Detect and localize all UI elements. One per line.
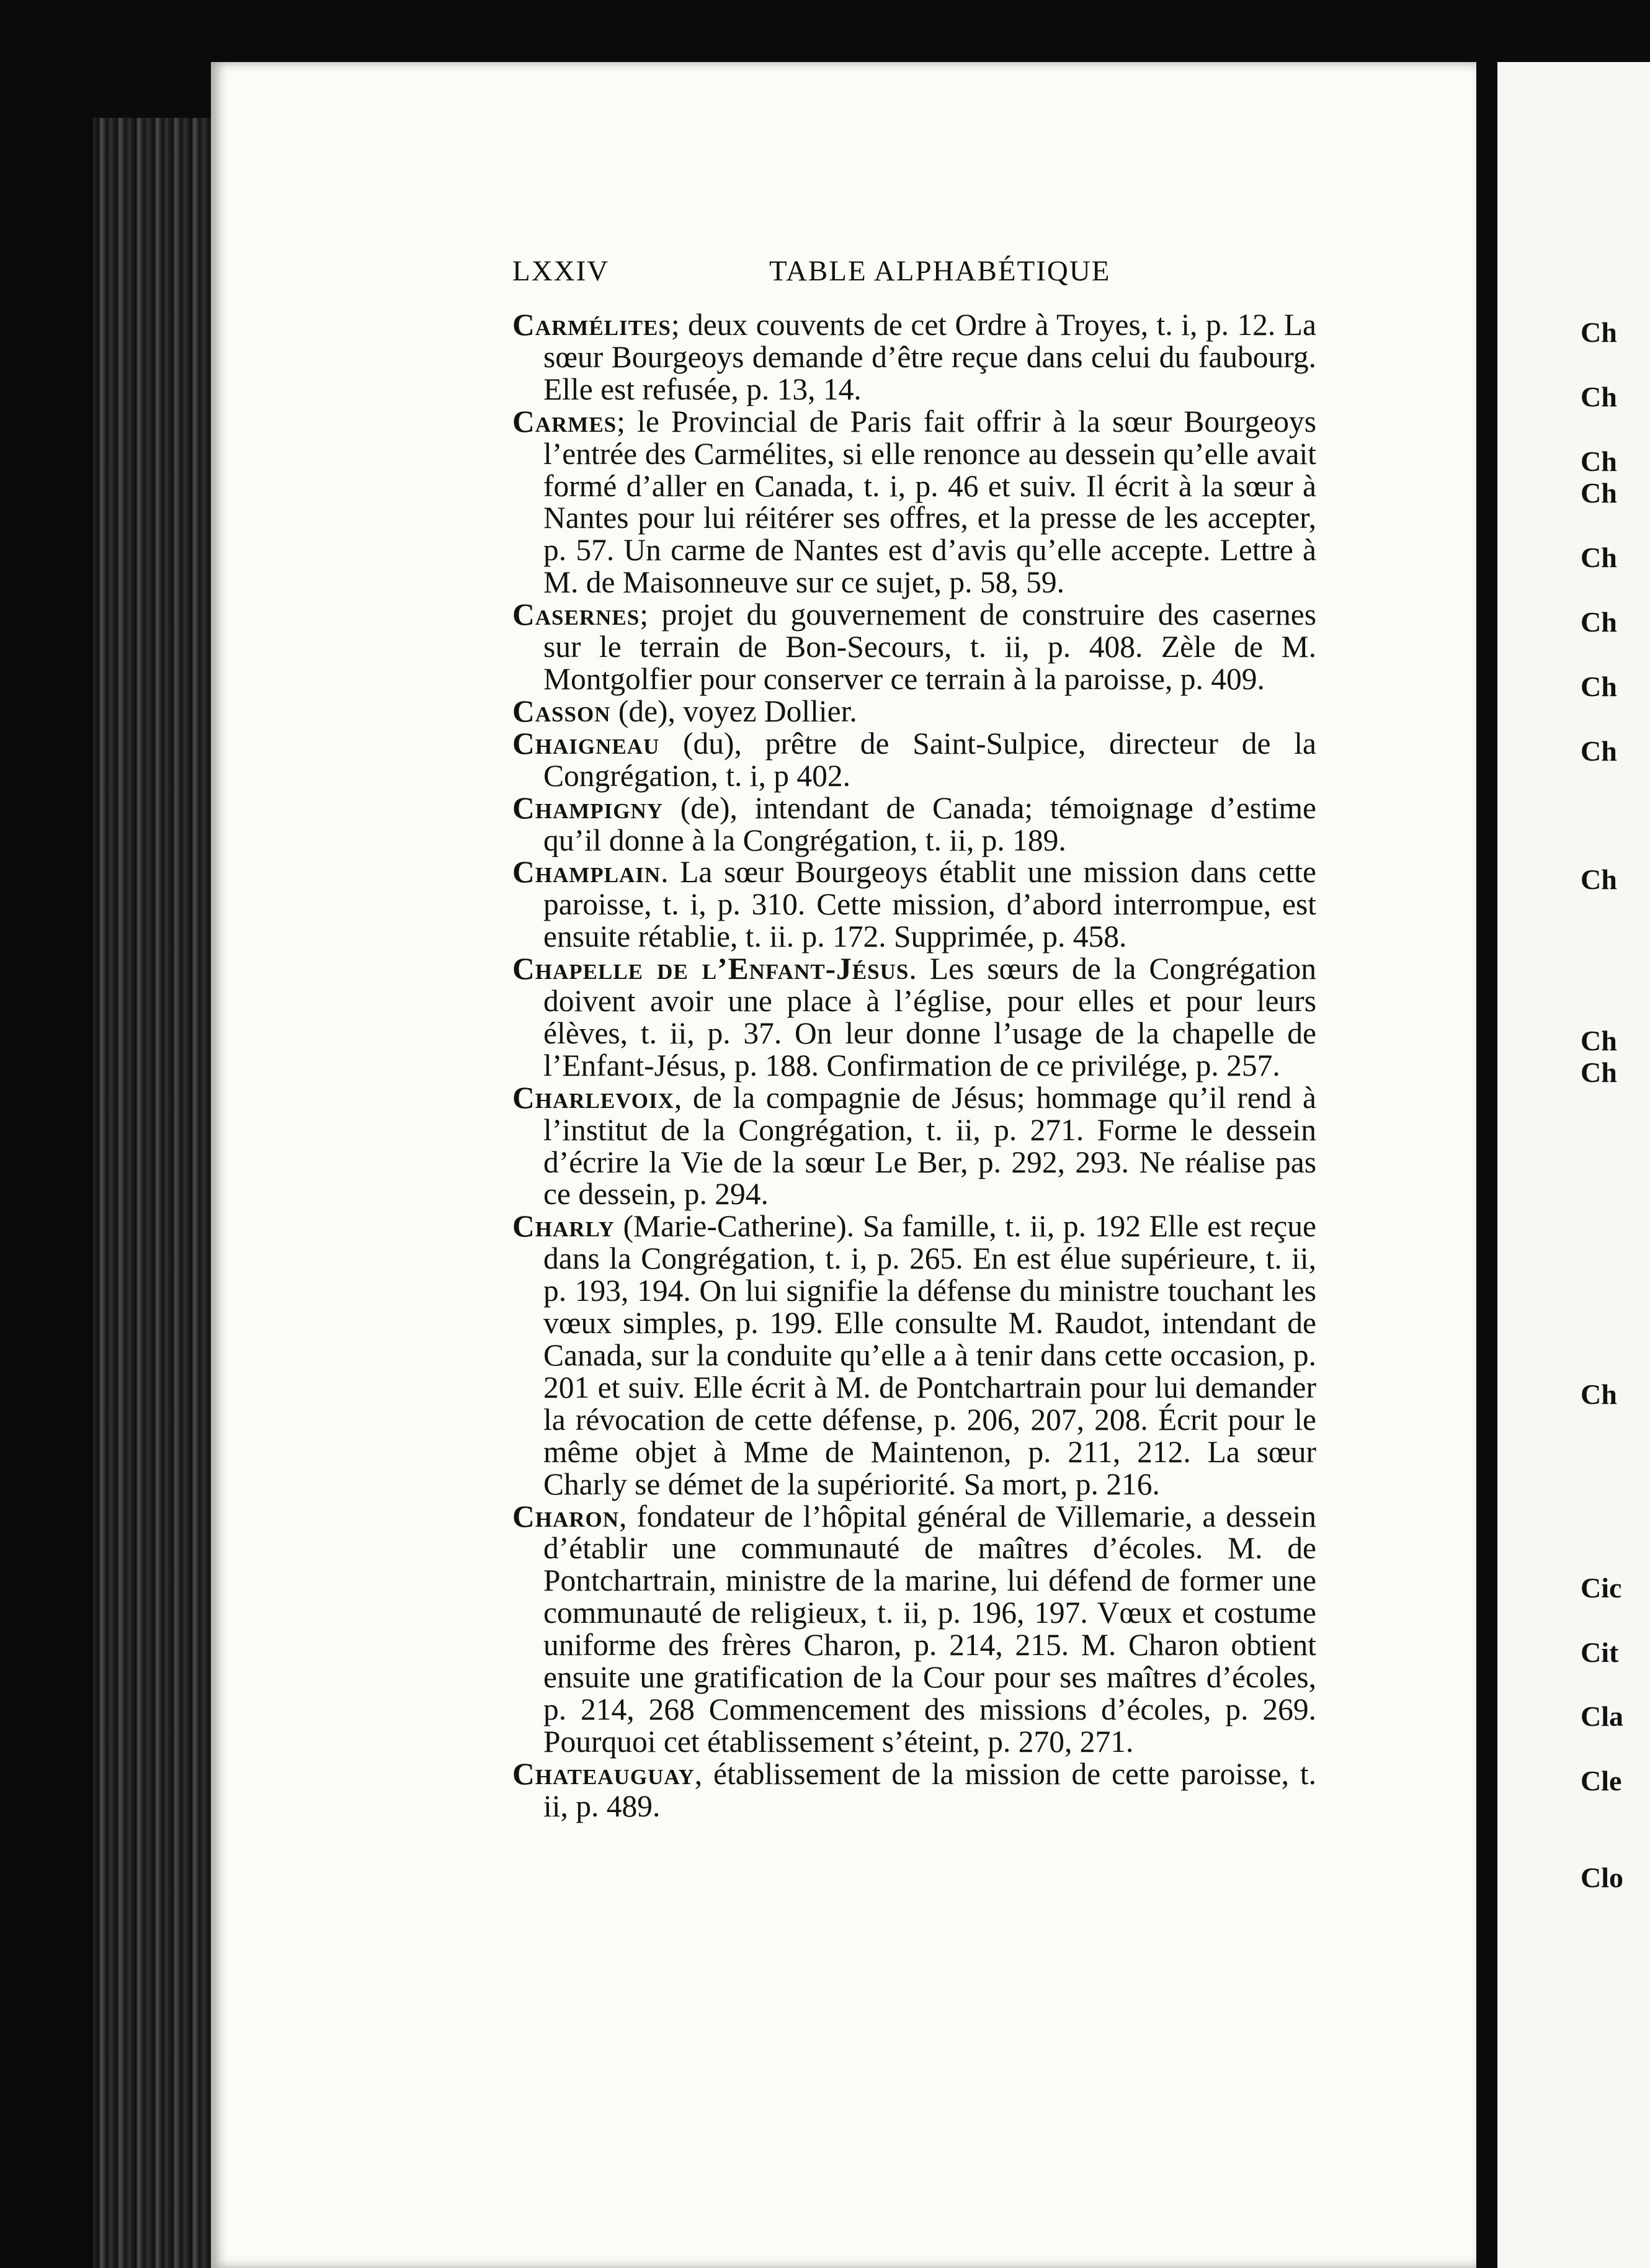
facing-page-fragment: Ch bbox=[1581, 1056, 1617, 1089]
facing-page-fragment: Ch bbox=[1581, 316, 1617, 348]
facing-page-fragment bbox=[1581, 1475, 1650, 1507]
entry-text: . Les sœurs de la Congrégation doivent avoir une place à l’église, pour elles et pour leurs élèves, t. ii, p. 37. On leur donne l’usage de la chapelle de l’Enfant-Jésus, p. 188. Confirmation de ce privilége, p. 257. bbox=[543, 952, 1316, 1083]
facing-page-fragment bbox=[1581, 960, 1650, 993]
entry-text: ; projet du gouvernement de construire des casernes sur le terrain de Bon-Secours, t. ii, p. 408. Zèle de M. Montgolfier pour conserver ce terrain à la paroisse, p. 409. bbox=[543, 597, 1316, 696]
facing-page-fragments bbox=[1581, 316, 1650, 1894]
entry-text: . La sœur Bourgeoys établit une mission dans cette paroisse, t. i, p. 310. Cette mission, d’abord interrompue, est ensuite rétablie, t. ii. p. 172. Supprimée, p. 458. bbox=[543, 855, 1316, 954]
facing-page-fragment: Ch bbox=[1581, 445, 1617, 477]
facing-page-fragment bbox=[1581, 1797, 1650, 1829]
facing-page-fragment: Ch bbox=[1581, 670, 1617, 702]
facing-page-fragment: Clo bbox=[1581, 1861, 1623, 1893]
facing-page-fragment bbox=[1581, 1411, 1650, 1443]
entry-keyword: Casernes bbox=[512, 597, 640, 632]
facing-page-fragment bbox=[1581, 896, 1650, 928]
entry-keyword: Charon bbox=[512, 1499, 620, 1534]
facing-page-fragment: Ch bbox=[1581, 1024, 1617, 1056]
entry-keyword: Charlevoix bbox=[512, 1080, 674, 1115]
index-entry bbox=[512, 309, 1316, 406]
entry-text: ; deux couvents de cet Ordre à Troyes, t. i, p. 12. La sœur Bourgeoys demande d’être reçue dans celui du faubourg. Elle est refusée, p. 13, 14. bbox=[543, 308, 1316, 406]
page-number: LXXIV bbox=[512, 255, 610, 287]
index-entry bbox=[512, 856, 1316, 953]
book-binding-edge bbox=[93, 118, 223, 2268]
facing-page-fragment: Ch bbox=[1581, 606, 1617, 638]
index-entry bbox=[512, 792, 1316, 857]
entry-text: , établissement de la mission de cette paroisse, t. ii, p. 489. bbox=[543, 1756, 1316, 1823]
facing-page-fragment: Cic bbox=[1581, 1571, 1622, 1604]
page-gutter bbox=[1476, 62, 1497, 2268]
facing-page-fragment bbox=[1581, 1347, 1650, 1379]
facing-page-fragment bbox=[1581, 1668, 1650, 1700]
facing-page-fragment bbox=[1581, 413, 1650, 445]
facing-page-fragment bbox=[1581, 638, 1650, 671]
facing-page-fragment bbox=[1581, 703, 1650, 735]
entry-keyword: Carmes bbox=[512, 404, 617, 439]
facing-page-fragment bbox=[1581, 1507, 1650, 1540]
facing-page-fragment: Cla bbox=[1581, 1700, 1623, 1733]
entry-text: ; le Provincial de Paris fait offrir à la sœur Bourgeoys l’entrée des Carmélites, si elle renonce au dessein qu’elle avait formé d’aller en Canada, t. i, p. 46 et suiv. Il écrit à la sœur à Nantes pour lui réitérer ses offres, et la presse de les accepter, p. 57. Un carme de Nantes est d’avis qu’elle accepte. Lettre à M. de Maisonneuve sur ce sujet, p. 58, 59. bbox=[543, 404, 1316, 600]
facing-page-fragment bbox=[1581, 1315, 1650, 1347]
entry-text: , fondateur de l’hôpital général de Villemarie, a dessein d’établir une communauté de maîtres d’écoles. M. de Pontchartrain, ministre de la marine, lui défend de former une communauté de religieux, t. ii, p. 196, 197. Vœux et costume uniforme des frères Charon, p. 214, 215. M. Charon obtient ensuite une gratification de la Cour pour ses maîtres d’écoles, p. 214, 268 Commencement des missions d’écoles, p. 269. Pourquoi cet établissement s’éteint, p. 270, 271. bbox=[543, 1499, 1316, 1759]
facing-page-fragment bbox=[1581, 1153, 1650, 1185]
facing-page-fragment bbox=[1581, 349, 1650, 381]
index-entry bbox=[512, 1082, 1316, 1211]
entry-text: (du), prêtre de Saint-Sulpice, directeur de la Congrégation, t. i, p 402. bbox=[543, 726, 1316, 793]
entry-keyword: Chateauguay bbox=[512, 1756, 695, 1791]
facing-page-fragment bbox=[1581, 1218, 1650, 1250]
facing-page-fragment bbox=[1581, 993, 1650, 1025]
facing-page-fragment bbox=[1581, 1282, 1650, 1315]
entry-keyword: Champlain bbox=[512, 855, 661, 890]
index-entry bbox=[512, 1210, 1316, 1500]
facing-page-fragment bbox=[1581, 1443, 1650, 1475]
entry-text: (de), intendant de Canada; témoignage d’estime qu’il donne à la Congrégation, t. ii, p. 189. bbox=[543, 790, 1316, 857]
facing-page-fragment bbox=[1581, 1540, 1650, 1572]
facing-page-fragment bbox=[1581, 1185, 1650, 1218]
running-title: TABLE ALPHABÉTIQUE bbox=[769, 255, 1111, 287]
facing-page-fragment bbox=[1581, 928, 1650, 960]
index-entry bbox=[512, 1758, 1316, 1823]
facing-page-fragment bbox=[1581, 1121, 1650, 1153]
facing-page-fragment bbox=[1581, 767, 1650, 799]
index-entry bbox=[512, 695, 1316, 728]
facing-page-fragment bbox=[1581, 509, 1650, 542]
facing-page-fragment bbox=[1581, 574, 1650, 606]
index-entry bbox=[512, 406, 1316, 599]
facing-page-fragment bbox=[1581, 1829, 1650, 1862]
facing-page-fragment bbox=[1581, 799, 1650, 831]
entry-text: (de), voyez Dollier. bbox=[610, 694, 857, 728]
facing-page-fragment: Ch bbox=[1581, 542, 1617, 574]
running-head bbox=[512, 254, 1316, 292]
entry-keyword: Charly bbox=[512, 1209, 615, 1244]
entry-keyword: Casson bbox=[512, 694, 611, 728]
entry-keyword: Champigny bbox=[512, 790, 664, 825]
facing-page-fragment bbox=[1581, 831, 1650, 864]
facing-page-fragment bbox=[1581, 1733, 1650, 1765]
facing-page-fragment: Ch bbox=[1581, 1378, 1617, 1411]
facing-page-fragment bbox=[1581, 1604, 1650, 1636]
facing-page-fragment bbox=[1581, 1250, 1650, 1282]
facing-page-fragment: Ch bbox=[1581, 734, 1617, 767]
facing-page-fragment: Ch bbox=[1581, 380, 1617, 413]
index-entries bbox=[512, 309, 1316, 1823]
facing-page-fragment: Ch bbox=[1581, 477, 1617, 509]
entry-keyword: Chapelle de l’Enfant-Jésus bbox=[512, 952, 909, 986]
entry-text: (Marie-Catherine). Sa famille, t. ii, p. 192 Elle est reçue dans la Congrégation, t. i, p. 265. En est élue supérieure, t. ii, p. 193, 194. On lui signifie la défense du ministre touchant les vœux simples, p. 199. Elle consulte M. Raudot, intendant de Canada, sur la conduite qu’elle a à tenir dans cette occasion, p. 201 et suiv. Elle écrit à M. de Pontchartrain pour lui demander la révocation de cette défense, p. 206, 207, 208. Écrit pour le même objet à Mme de Maintenon, p. 211, 212. La sœur Charly se démet de la supériorité. Sa mort, p. 216. bbox=[543, 1209, 1316, 1501]
entry-keyword: Chaigneau bbox=[512, 726, 660, 761]
facing-page-fragment bbox=[1581, 1089, 1650, 1121]
index-entry bbox=[512, 1501, 1316, 1758]
index-entry bbox=[512, 599, 1316, 695]
facing-page-fragment: Cit bbox=[1581, 1636, 1619, 1668]
facing-page-fragment: Cle bbox=[1581, 1765, 1622, 1797]
index-entry bbox=[512, 953, 1316, 1082]
facing-page-fragment: Ch bbox=[1581, 864, 1617, 896]
entry-keyword: Carmélites bbox=[512, 308, 671, 342]
index-entry bbox=[512, 728, 1316, 792]
entry-text: , de la compagnie de Jésus; hommage qu’il rend à l’institut de la Congrégation, t. ii, p. 271. Forme le dessein d’écrire la Vie de la sœur Le Ber, p. 292, 293. Ne réalise pas ce dessein, p. 294. bbox=[543, 1080, 1316, 1212]
